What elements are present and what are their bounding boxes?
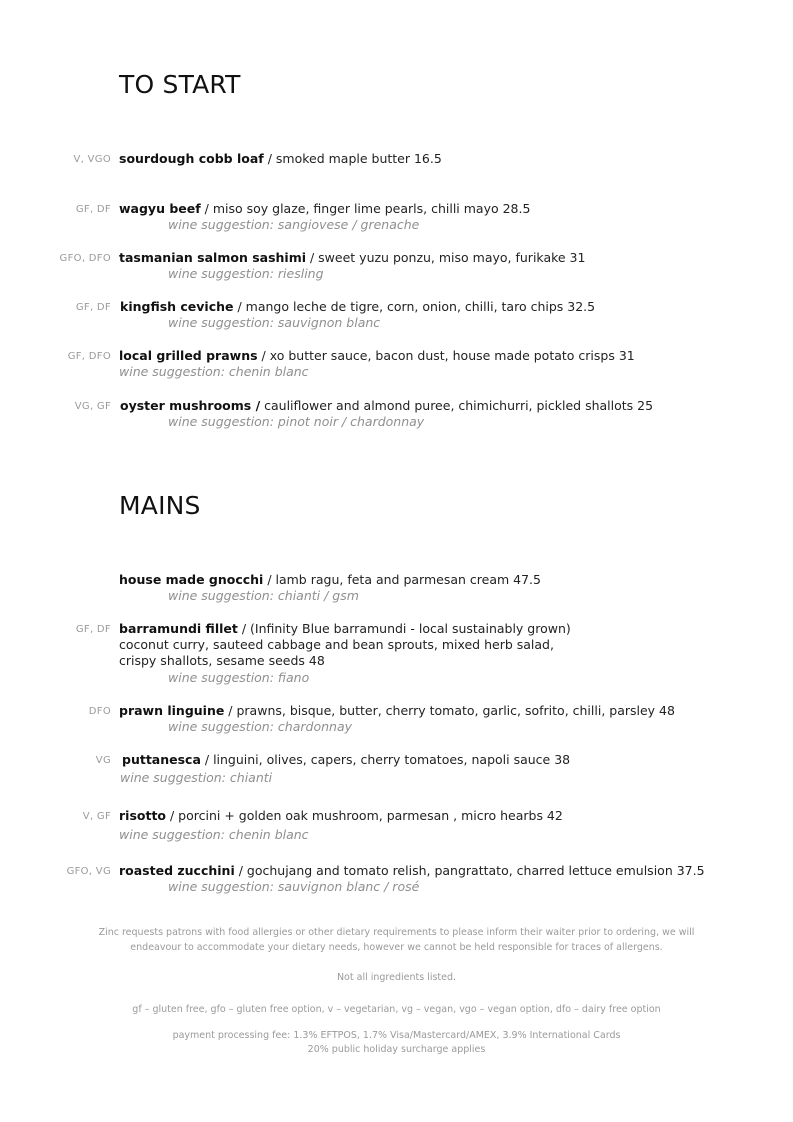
- payment-fees: payment processing fee: 1.3% EFTPOS, 1.7% Visa/Mastercard/AMEX, 3.9% International Cards: [172, 1030, 621, 1041]
- ingredients-notice: Not all ingredients listed.: [336, 972, 457, 983]
- dietary-tag: DFO: [88, 706, 111, 717]
- item-name: sourdough cobb loaf: [119, 151, 264, 166]
- item-line: [120, 398, 653, 413]
- wine-suggestion: wine suggestion: riesling: [168, 266, 324, 281]
- holiday-surcharge: 20% public holiday surcharge applies: [307, 1044, 486, 1055]
- dietary-tag: GF, DF: [75, 204, 111, 215]
- item-name: local grilled prawns: [119, 348, 258, 363]
- item-description: / porcini + golden oak mushroom, parmesan , micro hearbs 42: [166, 808, 563, 823]
- wine-suggestion: wine suggestion: chianti: [120, 770, 273, 785]
- dietary-tag: GFO, VG: [66, 866, 111, 877]
- item-name: roasted zucchini: [119, 863, 235, 878]
- dietary-tag: GF, DF: [75, 624, 111, 635]
- wine-suggestion: wine suggestion: chardonnay: [168, 719, 352, 734]
- section-title-to-start: TO START: [119, 70, 241, 99]
- allergy-notice-line-2: endeavour to accommodate your dietary needs, however we cannot be held responsible for traces of allergens.: [130, 942, 663, 953]
- allergy-notice-line-1: Zinc requests patrons with food allergies or other dietary requirements to please inform their waiter prior to ordering, we will: [98, 927, 695, 938]
- wine-suggestion: wine suggestion: pinot noir / chardonnay: [168, 414, 425, 429]
- item-line: [119, 348, 635, 363]
- item-name: prawn linguine: [119, 703, 225, 718]
- item-line: [120, 299, 595, 314]
- wine-suggestion: wine suggestion: sauvignon blanc / rosé: [168, 879, 420, 894]
- item-name: oyster mushrooms /: [120, 398, 261, 413]
- item-description: / linguini, olives, capers, cherry tomatoes, napoli sauce 38: [200, 752, 571, 767]
- item-description-line-3: crispy shallots, sesame seeds 48: [119, 653, 325, 668]
- dietary-tag: GF, DF: [75, 302, 111, 313]
- item-description: / lamb ragu, feta and parmesan cream 47.5: [263, 572, 541, 587]
- item-line: [119, 151, 442, 166]
- dietary-legend: gf – gluten free, gfo – gluten free option, v – vegetarian, vg – vegan, vgo – vegan option, dfo – dairy free option: [132, 1004, 661, 1015]
- item-name: risotto: [119, 808, 167, 823]
- item-description: / sweet yuzu ponzu, miso mayo, furikake 31: [306, 250, 586, 265]
- item-line: [122, 752, 570, 767]
- item-name: kingfish ceviche: [120, 299, 234, 314]
- item-name: house made gnocchi: [119, 572, 264, 587]
- dietary-tag: VG, GF: [74, 401, 111, 412]
- item-description: / miso soy glaze, finger lime pearls, chilli mayo 28.5: [200, 201, 531, 216]
- wine-suggestion: wine suggestion: chenin blanc: [119, 827, 309, 842]
- wine-suggestion: wine suggestion: sauvignon blanc: [168, 315, 381, 330]
- item-description: / prawns, bisque, butter, cherry tomato, garlic, sofrito, chilli, parsley 48: [224, 703, 675, 718]
- wine-suggestion: wine suggestion: sangiovese / grenache: [168, 217, 420, 232]
- item-description-line-2: coconut curry, sauteed cabbage and bean sprouts, mixed herb salad,: [119, 637, 554, 652]
- item-line: [119, 703, 675, 718]
- item-line: [119, 808, 563, 823]
- section-title-mains: MAINS: [119, 491, 201, 520]
- wine-suggestion: wine suggestion: chenin blanc: [119, 364, 309, 379]
- wine-suggestion: wine suggestion: chianti / gsm: [168, 588, 359, 603]
- item-line: [119, 863, 705, 878]
- item-line: [119, 621, 571, 636]
- item-line: [119, 250, 585, 265]
- item-line: [119, 572, 541, 587]
- item-name: wagyu beef: [119, 201, 201, 216]
- dietary-tag: V, GF: [82, 811, 111, 822]
- item-line: [119, 201, 530, 216]
- dietary-tag: VG: [95, 755, 111, 766]
- dietary-tag: V, VGO: [73, 154, 111, 165]
- item-description: / mango leche de tigre, corn, onion, chilli, taro chips 32.5: [233, 299, 596, 314]
- dietary-tag: GFO, DFO: [59, 253, 111, 264]
- item-description: / gochujang and tomato relish, pangrattato, charred lettuce emulsion 37.5: [234, 863, 705, 878]
- item-description: / xo butter sauce, bacon dust, house made potato crisps 31: [257, 348, 635, 363]
- dietary-tag: GF, DFO: [67, 351, 111, 362]
- item-name: tasmanian salmon sashimi: [119, 250, 307, 265]
- item-name: puttanesca: [122, 752, 201, 767]
- item-description: cauliflower and almond puree, chimichurri, pickled shallots 25: [260, 398, 654, 413]
- item-description: / smoked maple butter 16.5: [263, 151, 442, 166]
- item-description: / (Infinity Blue barramundi - local sustainably grown): [237, 621, 571, 636]
- item-name: barramundi fillet: [119, 621, 238, 636]
- wine-suggestion: wine suggestion: fiano: [168, 670, 310, 685]
